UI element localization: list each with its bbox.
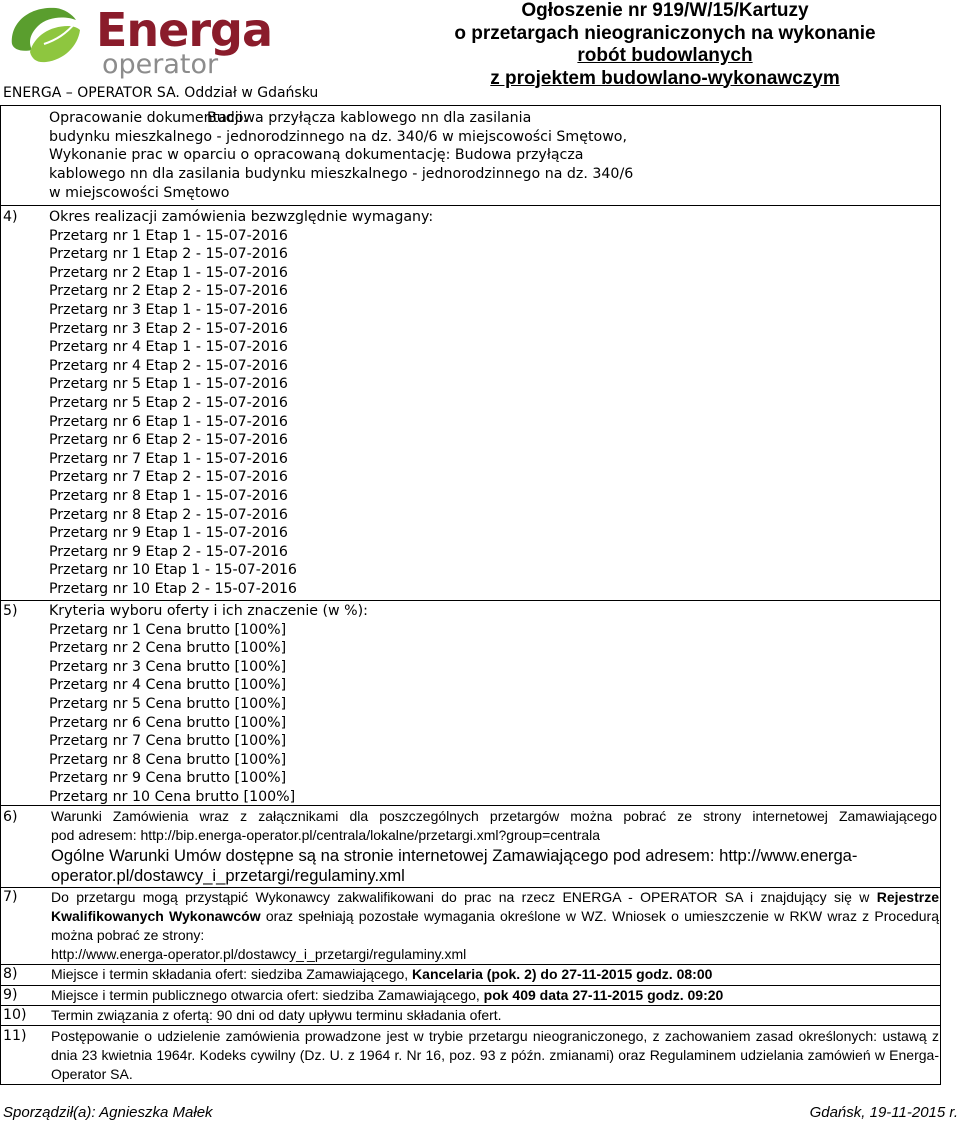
title-line-4: z projektem budowlano-wykonawczym — [490, 67, 840, 89]
criteria-list-item: Przetarg nr 3 Cena brutto [100%] — [49, 658, 287, 675]
section-6-general-terms: Ogólne Warunki Umów dostępne są na stronie internetowej Zamawiającego pod adresem: http://www.energa- — [51, 846, 858, 865]
section-5-heading: Kryteria wyboru oferty i ich znaczenie (w %): — [49, 603, 368, 619]
section-9-label: Miejsce i termin publicznego otwarcia ofert: siedziba Zamawiającego, — [51, 987, 484, 1003]
section-6-general-terms-url[interactable]: operator.pl/dostawcy_i_przetargi/regulaminy.xml — [51, 866, 405, 885]
prepared-by: Sporządził(a): Agnieszka Małek — [3, 1104, 213, 1121]
title-line-2: o przetargach nieograniczonych na wykonanie — [454, 22, 876, 44]
page-title — [440, 0, 890, 90]
deadline-list-item: Przetarg nr 6 Etap 1 - 15-07-2016 — [49, 413, 288, 430]
deadline-list-item: Przetarg nr 8 Etap 1 - 15-07-2016 — [49, 488, 288, 504]
logo-wordmark: Energa — [96, 3, 273, 57]
deadline-list-item: Przetarg nr 4 Etap 1 - 15-07-2016 — [49, 339, 288, 356]
criteria-list-item: Przetarg nr 9 Cena brutto [100%] — [49, 770, 287, 787]
section-8-label: Miejsce i termin składania ofert: siedziba Zamawiającego, — [51, 966, 413, 982]
documentation-line-5: w miejscowości Smętowo — [49, 184, 230, 201]
deadline-list-item: Przetarg nr 2 Etap 1 - 15-07-2016 — [49, 264, 288, 281]
section-9-text — [51, 986, 723, 1005]
deadline-list-item: Przetarg nr 1 Etap 2 - 15-07-2016 — [49, 246, 288, 263]
logo-subtitle: operator — [102, 49, 219, 80]
deadline-list-item: Przetarg nr 10 Etap 1 - 15-07-2016 — [49, 562, 297, 579]
deadline-list-item: Przetarg nr 8 Etap 2 - 15-07-2016 — [49, 506, 288, 523]
section-10-text: Termin związania z ofertą: 90 dni od daty upływu terminu składania ofert. — [51, 1007, 502, 1023]
deadline-list-item: Przetarg nr 10 Etap 2 - 15-07-2016 — [49, 580, 297, 597]
criteria-list-item: Przetarg nr 4 Cena brutto [100%] — [49, 677, 287, 694]
criteria-list-item: Przetarg nr 6 Cena brutto [100%] — [49, 714, 287, 731]
section-10-number: 10) — [3, 1007, 27, 1023]
section-7-registry: Rejestrze Kwalifikowanych Wykonawców — [51, 889, 939, 924]
section-7-number: 7) — [3, 889, 18, 905]
section-7-url[interactable]: http://www.energa-operator.pl/dostawcy_i_przetargi/regulaminy.xml — [51, 946, 467, 962]
section-8-number: 8) — [3, 966, 18, 982]
section-8-deadline: Kancelaria (pok. 2) do 27-11-2015 godz. 08:00 — [412, 966, 713, 982]
documentation-label: Opracowanie dokumentacji: — [49, 110, 248, 126]
section-9-opening: pok 409 data 27-11-2015 godz. 09:20 — [483, 987, 724, 1003]
deadline-list-item: Przetarg nr 2 Etap 2 - 15-07-2016 — [49, 283, 288, 300]
section-4-heading: Okres realizacji zamówienia bezwzględnie wymagany: — [49, 209, 434, 225]
deadline-list-item: Przetarg nr 7 Etap 2 - 15-07-2016 — [49, 469, 288, 486]
deadline-list-item: Przetarg nr 3 Etap 2 - 15-07-2016 — [49, 320, 288, 337]
criteria-list-item: Przetarg nr 2 Cena brutto [100%] — [49, 640, 287, 657]
criteria-list-item: Przetarg nr 7 Cena brutto [100%] — [49, 733, 287, 750]
section-4-number: 4) — [3, 209, 18, 225]
section-9-number: 9) — [3, 987, 18, 1003]
section-5-number: 5) — [3, 603, 18, 619]
deadline-list-item: Przetarg nr 5 Etap 2 - 15-07-2016 — [49, 395, 288, 412]
announcement-table — [0, 105, 941, 1085]
deadline-list-item: Przetarg nr 9 Etap 2 - 15-07-2016 — [49, 543, 288, 560]
section-11-number: 11) — [3, 1028, 27, 1044]
title-line-1: Ogłoszenie nr 919/W/15/Kartuzy — [521, 0, 809, 21]
title-line-3: robót budowlanych — [577, 45, 753, 66]
energa-operator-logo — [4, 0, 274, 84]
deadline-list-item: Przetarg nr 1 Etap 1 - 15-07-2016 — [49, 227, 288, 244]
criteria-list-item: Przetarg nr 8 Cena brutto [100%] — [49, 751, 287, 768]
criteria-list-item: Przetarg nr 10 Cena brutto [100%] — [49, 789, 296, 806]
deadline-list-item: Przetarg nr 3 Etap 1 - 15-07-2016 — [49, 302, 288, 319]
documentation-line-3: Wykonanie prac w oparciu o opracowaną dokumentację: Budowa przyłącza — [49, 147, 584, 164]
section-7-text-a: Do przetargu mogą przystąpić Wykonawcy zakwalifikowani do prac na rzecz ENERGA - OPERATOR SA i znajdujący się w — [51, 889, 877, 905]
row-divider — [1, 600, 940, 601]
section-11-text: Postępowanie o udzielenie zamówienia prowadzone jest w trybie przetargu nieograniczonego, z zachowaniem zasad określonych: ustawą z dnia 23 kwietnia 1964r. Kodeks cywilny (Dz. U. z 1964 r. Nr 16, poz. 93 z późn. zmianami) oraz Regulaminem udzielania zamówień w Energa-Operator SA. — [51, 1028, 939, 1082]
documentation-line-4: kablowego nn dla zasilania budynku mieszkalnego - jednorodzinnego na dz. 340/6 — [49, 166, 634, 183]
section-7-text — [51, 888, 939, 964]
section-8-text — [51, 965, 712, 984]
section-7-text-b: oraz spełniają pozostałe wymagania określone w WZ. Wniosek o umieszczenie w RKW wraz z Procedurą można pobrać ze strony: — [51, 908, 939, 943]
criteria-list-item: Przetarg nr 5 Cena brutto [100%] — [49, 696, 287, 713]
company-name: ENERGA – OPERATOR SA. Oddział w Gdańsku — [3, 85, 319, 101]
section-6-url[interactable]: pod adresem: http://bip.energa-operator.pl/centrala/lokalne/przetargi.xml?group=centrala — [51, 827, 601, 843]
section-4-list — [49, 227, 297, 599]
row-divider — [1, 805, 940, 806]
row-divider — [1, 205, 940, 206]
deadline-list-item: Przetarg nr 5 Etap 1 - 15-07-2016 — [49, 376, 288, 393]
deadline-list-item: Przetarg nr 7 Etap 1 - 15-07-2016 — [49, 450, 288, 467]
documentation-line-2: budynku mieszkalnego - jednorodzinnego na dz. 340/6 w miejscowości Smętowo, — [49, 128, 628, 145]
row-divider — [1, 1025, 940, 1026]
criteria-list-item: Przetarg nr 1 Cena brutto [100%] — [49, 621, 287, 638]
section-6-text: Warunki Zamówienia wraz z załącznikami dla poszczególnych przetargów można pobrać ze strony internetowej Zamawiającego — [51, 808, 937, 824]
place-date: Gdańsk, 19-11-2015 r. — [809, 1104, 958, 1121]
documentation-line-1: Budowa przyłącza kablowego nn dla zasilania — [207, 110, 532, 126]
deadline-list-item: Przetarg nr 9 Etap 1 - 15-07-2016 — [49, 525, 288, 542]
section-6-number: 6) — [3, 809, 18, 825]
deadline-list-item: Przetarg nr 4 Etap 2 - 15-07-2016 — [49, 357, 288, 374]
section-5-list — [49, 621, 295, 807]
deadline-list-item: Przetarg nr 6 Etap 2 - 15-07-2016 — [49, 432, 288, 449]
